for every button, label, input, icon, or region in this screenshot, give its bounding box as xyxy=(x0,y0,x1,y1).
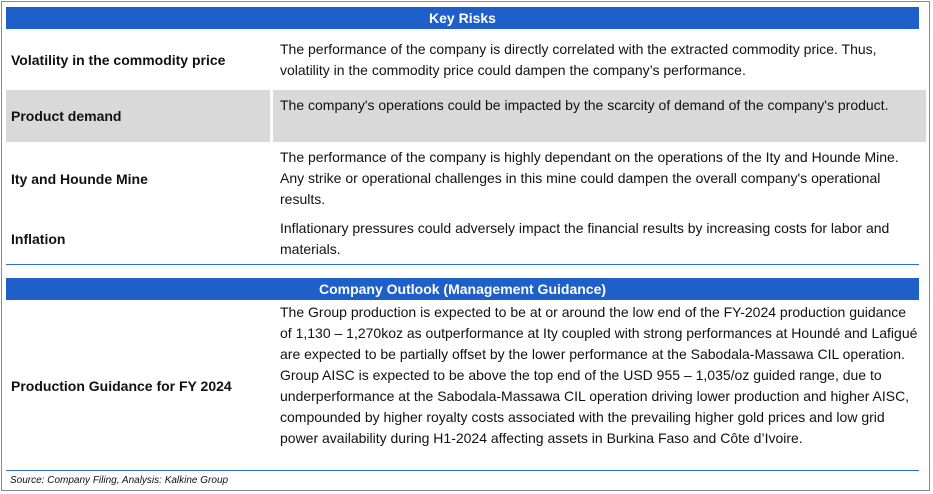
key-risks-header: Key Risks xyxy=(6,7,919,29)
footer-divider xyxy=(6,470,919,471)
outlook-description: The Group production is expected to be at or around the low end of the FY-2024 production guidance of 1,130 – 1,270koz as outperformance at Ity coupled with strong performances at Houndé and Lafigué are expected to be partially offset by the lower performance at the Sabodala-Massawa CIL operation. Group AISC is expected to be above the top end of the USD 955 – 1,035/oz guided range, due to underperformance at the Sabodala-Massawa CIL operation driving lower production and higher AISC, compounded by higher royalty costs associated with the prevailing higher gold prices and low grid power availability during H1-2024 affecting assets in Burkina Faso and Côte d’Ivoire. xyxy=(280,304,918,446)
source-note: Source: Company Filing, Analysis: Kalkine Group xyxy=(10,475,229,486)
risk-label: Ity and Hounde Mine xyxy=(11,171,148,187)
outlook-row xyxy=(6,302,919,470)
risk-label: Volatility in the commodity price xyxy=(11,52,226,68)
risk-row xyxy=(6,90,919,142)
risk-description: The performance of the company is highly dependant on the operations of the Ity and Hounde Mine. Any strike or operational challenges in this mine could dampen the overall company's operational results. xyxy=(280,149,899,207)
risk-row xyxy=(6,216,919,262)
outlook-header: Company Outlook (Management Guidance) xyxy=(6,278,919,300)
risk-description: The company's operations could be impacted by the scarcity of demand of the company's product. xyxy=(280,97,889,113)
risk-label: Inflation xyxy=(11,231,66,247)
risk-description: Inflationary pressures could adversely impact the financial results by increasing costs for labor and materials. xyxy=(280,220,890,257)
risk-row xyxy=(6,147,919,211)
risk-label: Product demand xyxy=(11,108,122,124)
section-divider xyxy=(6,264,919,265)
risk-description: The performance of the company is directly correlated with the extracted commodity price. Thus, volatility in the commodity price could dampen the company’s performance. xyxy=(280,41,877,78)
outlook-label: Production Guidance for FY 2024 xyxy=(11,378,232,394)
risk-row xyxy=(6,35,919,85)
